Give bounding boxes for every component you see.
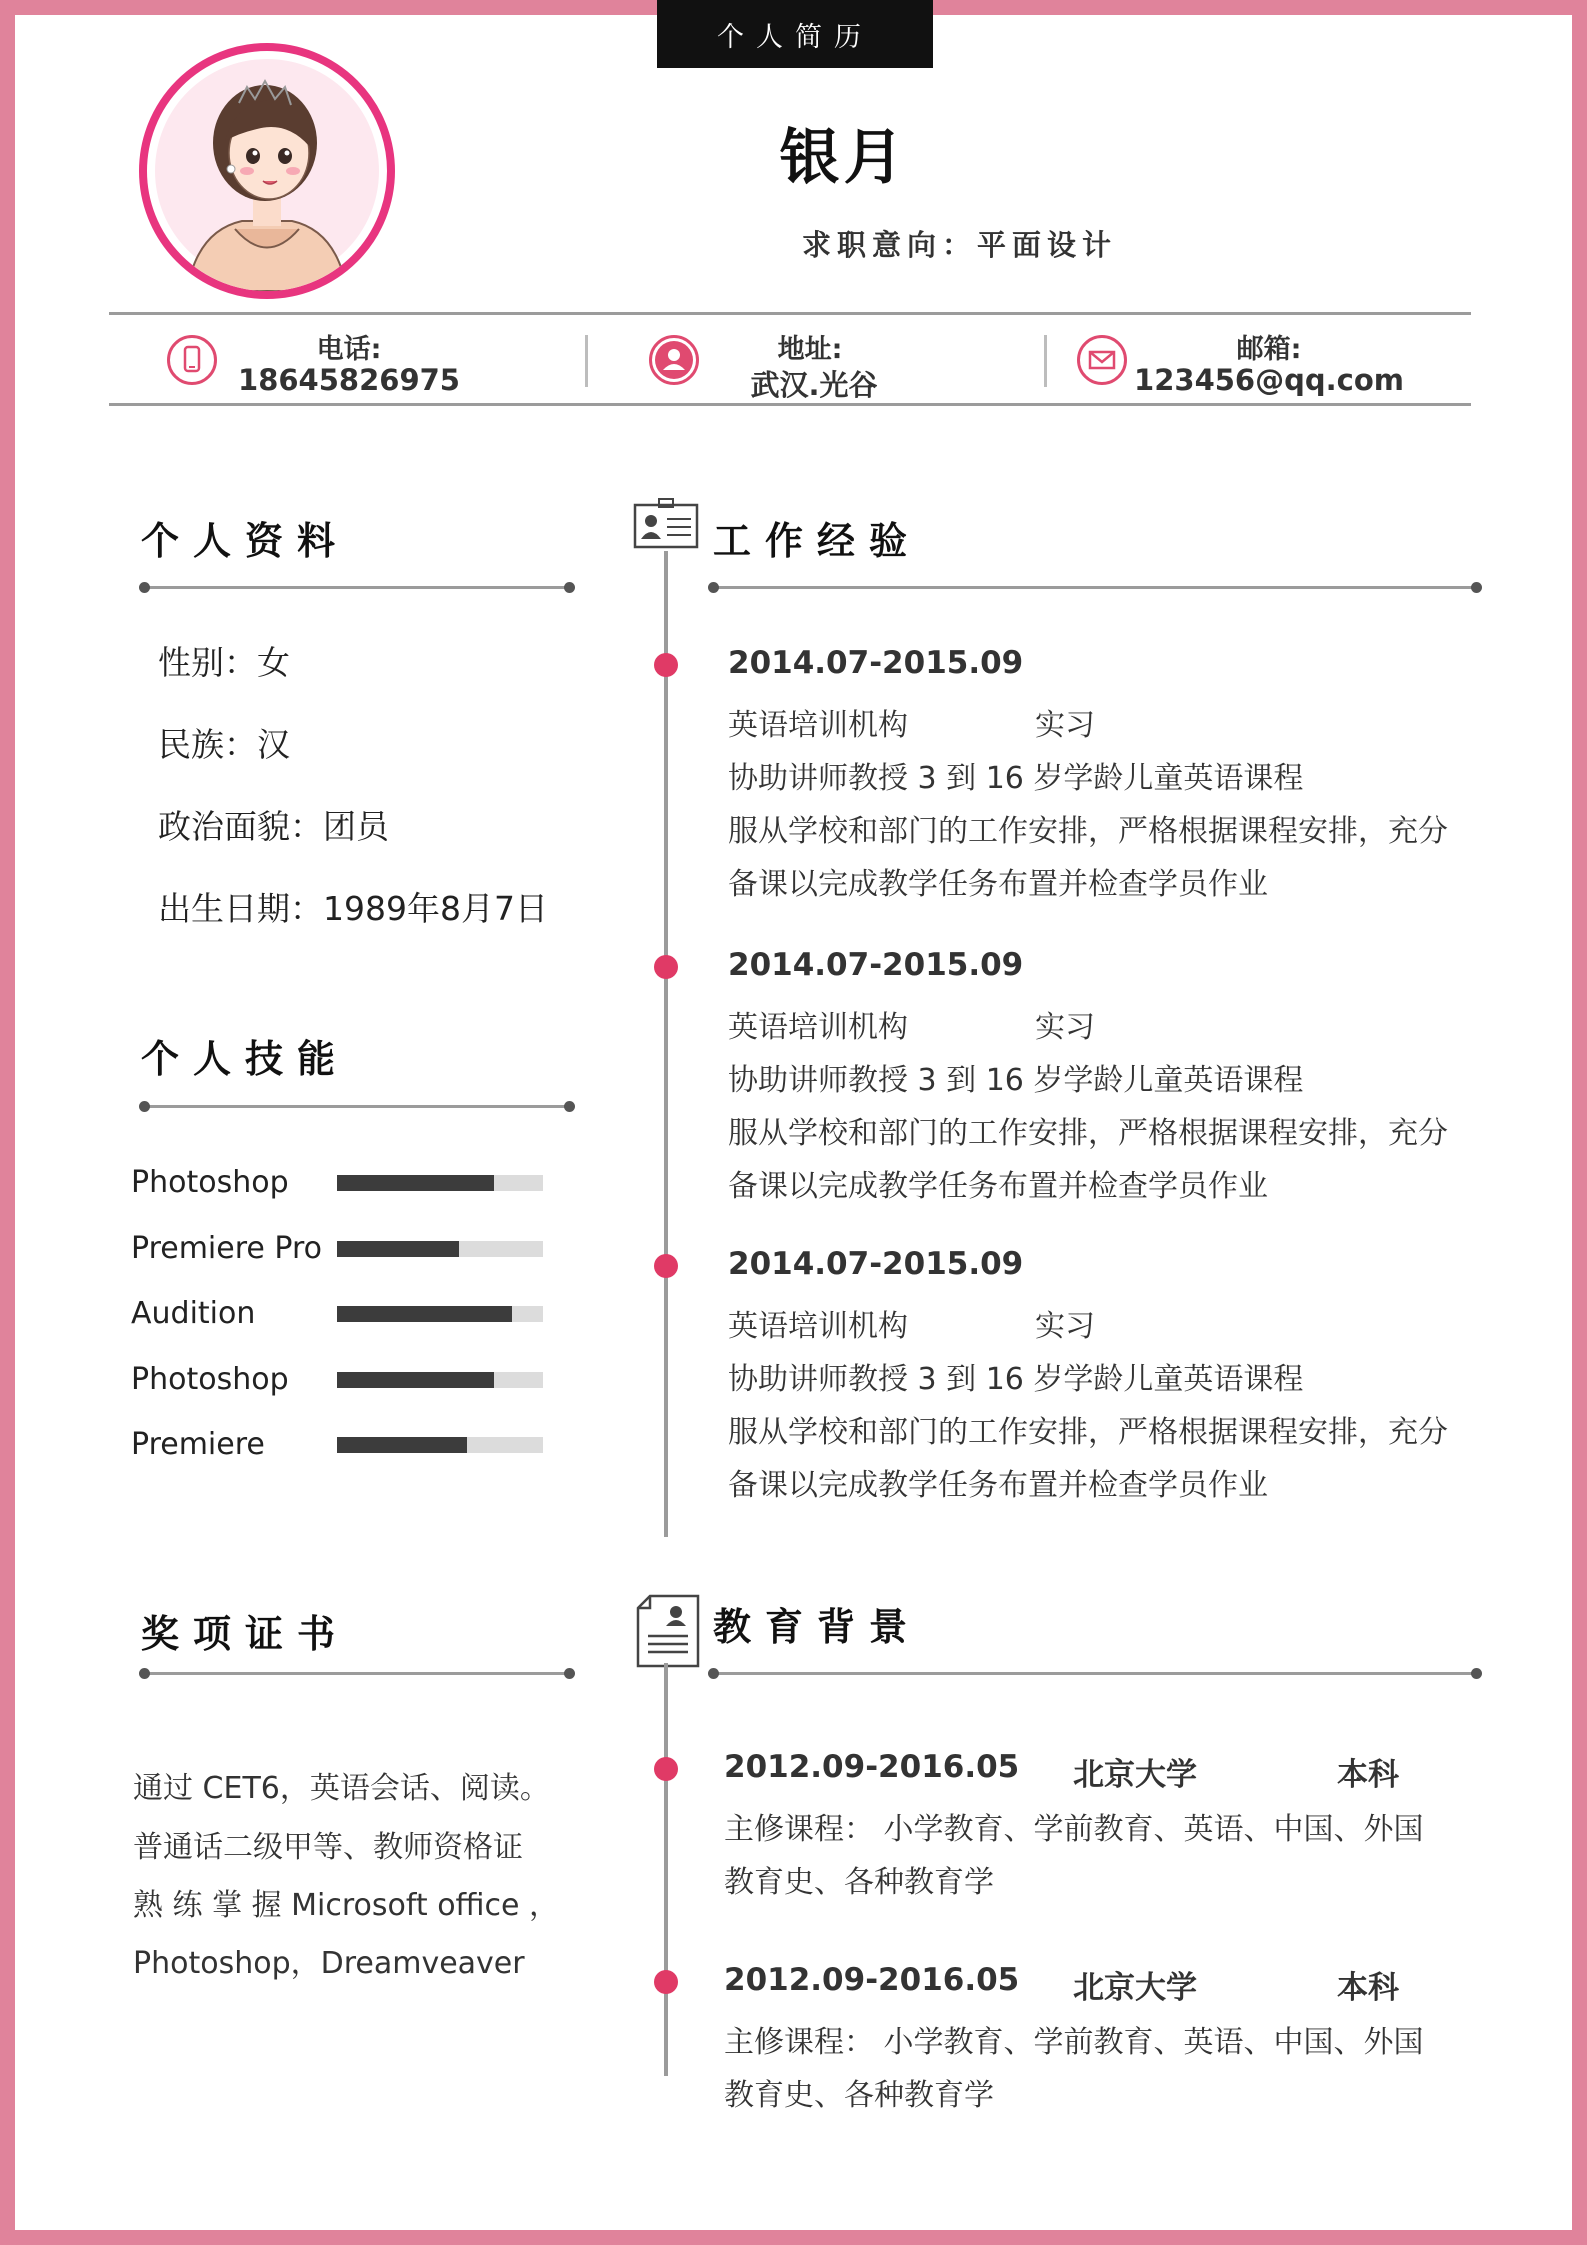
education-timeline [664, 1663, 668, 2076]
contact-label: 邮箱: [1236, 334, 1302, 365]
skill-bar-fill [337, 1437, 467, 1453]
section-title-profile: 个人资料 [141, 519, 350, 563]
section-rule [712, 586, 1478, 589]
contact-bar [109, 312, 1471, 406]
section-title-education: 教育背景 [713, 1605, 922, 1649]
edu-date: 2012.09-2016.05 [724, 1962, 1020, 1998]
job-duty: 服从学校和部门的工作安排，严格根据课程安排，充分 [728, 814, 1448, 849]
job-org: 英语培训机构 [728, 1010, 908, 1045]
edu-school: 北京大学 [1073, 1970, 1197, 2006]
skill-bar-fill [337, 1372, 494, 1388]
timeline-dot [654, 653, 678, 677]
edu-degree: 本科 [1337, 1970, 1399, 2006]
edu-courses: 教育史、各种教育学 [724, 1865, 994, 1900]
section-rule [143, 586, 571, 589]
job-org: 英语培训机构 [728, 708, 908, 743]
edu-degree: 本科 [1337, 1757, 1399, 1793]
edu-courses: 主修课程： 小学教育、学前教育、英语、中国、外国 [724, 1812, 1424, 1847]
skill-bar-track [337, 1437, 543, 1453]
job-role: 实习 [1035, 1309, 1095, 1344]
skill-name: Audition [131, 1296, 256, 1331]
timeline-dot [654, 1757, 678, 1781]
section-title-skills: 个人技能 [141, 1037, 350, 1081]
skill-name: Premiere [131, 1427, 265, 1462]
job-duty: 协助讲师教授 3 到 16 岁学龄儿童英语课程 [728, 761, 1304, 796]
skill-bar-track [337, 1241, 543, 1257]
id-card-icon [633, 497, 699, 555]
edu-courses: 主修课程： 小学教育、学前教育、英语、中国、外国 [724, 2025, 1424, 2060]
job-duty: 备课以完成教学任务布置并检查学员作业 [728, 1468, 1268, 1503]
edu-school: 北京大学 [1073, 1757, 1197, 1793]
job-duty: 协助讲师教授 3 到 16 岁学龄儿童英语课程 [728, 1063, 1304, 1098]
resume-document-icon [636, 1594, 700, 1672]
profile-ethnicity: 民族：汉 [158, 725, 290, 764]
job-role: 实习 [1035, 708, 1095, 743]
section-rule [712, 1672, 1478, 1675]
skill-bar-fill [337, 1306, 512, 1322]
edu-courses: 教育史、各种教育学 [724, 2078, 994, 2113]
job-duty: 服从学校和部门的工作安排，严格根据课程安排，充分 [728, 1415, 1448, 1450]
divider [1044, 335, 1047, 387]
skill-bar-track [337, 1372, 543, 1388]
skill-bar-fill [337, 1241, 459, 1257]
contact-label: 地址: [777, 334, 843, 365]
edu-date: 2012.09-2016.05 [724, 1749, 1020, 1785]
job-duty: 备课以完成教学任务布置并检查学员作业 [728, 867, 1268, 902]
timeline-dot [654, 955, 678, 979]
job-duty: 备课以完成教学任务布置并检查学员作业 [728, 1169, 1268, 1204]
profile-birthdate: 出生日期：1989年8月7日 [158, 889, 548, 928]
section-rule [143, 1672, 571, 1675]
award-line: 普通话二级甲等、教师资格证 [133, 1830, 523, 1865]
skill-name: Photoshop [131, 1362, 289, 1397]
work-timeline [664, 551, 668, 1537]
timeline-dot [654, 1970, 678, 1994]
section-title-work: 工作经验 [713, 519, 922, 563]
profile-political: 政治面貌：团员 [158, 807, 389, 846]
job-intent: 求职意向：平面设计 [802, 228, 1118, 262]
contact-label: 电话: [316, 334, 382, 365]
contact-value: 123456@qq.com [1134, 363, 1404, 397]
candidate-name: 银月 [779, 123, 908, 193]
section-rule [143, 1105, 571, 1108]
job-date: 2014.07-2015.09 [728, 645, 1024, 681]
award-line: 通过 CET6，英语会话、阅读。 [133, 1771, 550, 1806]
skill-name: Photoshop [131, 1165, 289, 1200]
timeline-dot [654, 1254, 678, 1278]
resume-tab: 个人简历 [657, 0, 933, 68]
skill-bar-track [337, 1306, 543, 1322]
job-duty: 服从学校和部门的工作安排，严格根据课程安排，充分 [728, 1116, 1448, 1151]
divider [585, 335, 588, 387]
job-role: 实习 [1035, 1010, 1095, 1045]
contact-value: 18645826975 [238, 363, 460, 397]
contact-value: 武汉.光谷 [750, 368, 878, 402]
job-org: 英语培训机构 [728, 1309, 908, 1344]
section-title-awards: 奖项证书 [141, 1612, 350, 1656]
skill-bar-fill [337, 1175, 494, 1191]
job-duty: 协助讲师教授 3 到 16 岁学龄儿童英语课程 [728, 1362, 1304, 1397]
skill-name: Premiere Pro [131, 1231, 322, 1266]
skill-bar-track [337, 1175, 543, 1191]
profile-gender: 性别：女 [158, 643, 290, 682]
job-date: 2014.07-2015.09 [728, 1246, 1024, 1282]
job-date: 2014.07-2015.09 [728, 947, 1024, 983]
award-line: Photoshop，Dreamveaver [133, 1946, 525, 1981]
award-line: 熟 练 掌 握 Microsoft office ， [133, 1888, 560, 1923]
